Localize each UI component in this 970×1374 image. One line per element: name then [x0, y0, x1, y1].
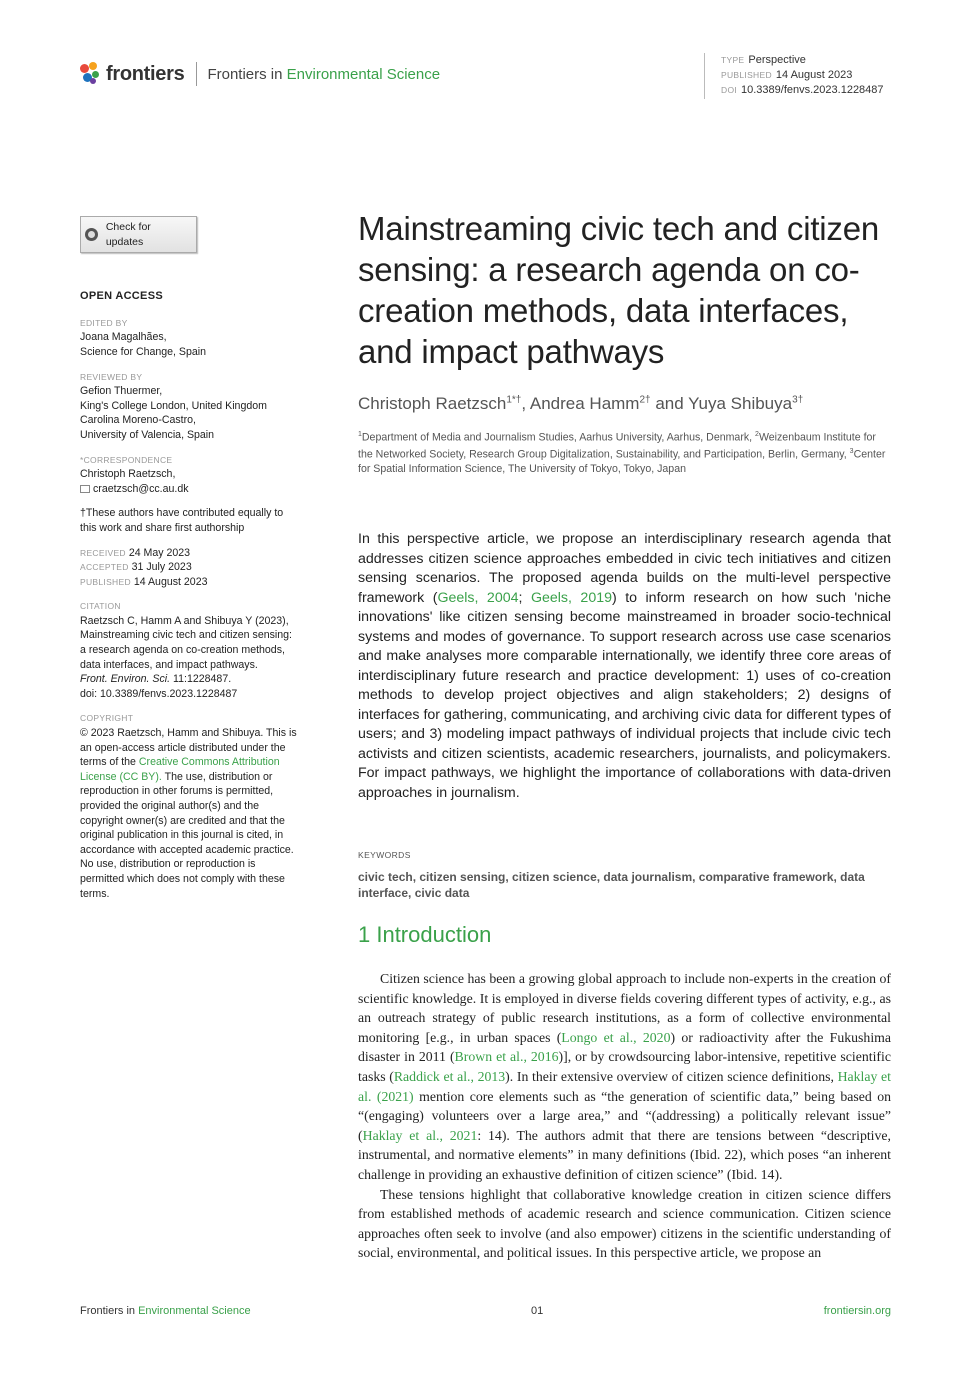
author-name: Christoph Raetzsch: [358, 394, 507, 413]
article-type: Perspective: [748, 54, 806, 66]
footer-journal: Frontiers in Environmental Science: [80, 1305, 251, 1317]
author-name: Yuya Shibuya: [688, 394, 793, 413]
body-text: [358, 969, 891, 1263]
section-heading: 1 Introduction: [358, 922, 492, 947]
published-date: 14 August 2023: [775, 69, 853, 81]
brand-name: frontiers: [106, 62, 185, 85]
correspondence: Christoph Raetzsch, craetzsch@cc.au.dk: [80, 468, 189, 495]
check-updates-button[interactable]: Check for updates: [80, 216, 197, 253]
keywords: civic tech, citizen sensing, citizen science, data journalism, comparative framework, data interface, civic data: [358, 870, 865, 900]
refresh-icon: [85, 228, 98, 241]
page-number: 01: [531, 1305, 544, 1317]
ref-link[interactable]: Geels, 2004: [437, 589, 519, 606]
ref-link[interactable]: Geels, 2019: [530, 589, 612, 606]
ref-link[interactable]: Brown et al., 2016: [454, 1049, 559, 1065]
copyright: © 2023 Raetzsch, Hamm and Shibuya. This is an open-access article distributed under the terms of the Creative Commons Attribution License (CC BY). The use, distribution or reproduction in other forums is permitted, provided the original author(s) and the copyright owner(s) are credited and that the original publication in this journal is cited, in accordance with accepted academic practice. No use, distribution or reproduction is permitted which does not comply with these terms.: [80, 727, 297, 900]
correspondence-email[interactable]: craetzsch@cc.au.dk: [93, 482, 189, 495]
citation: Raetzsch C, Hamm A and Shibuya Y (2023), Mainstreaming civic tech and citizen sensing: a research agenda on co-creation methods, data interfaces, and impact pathways. Front. Environ. Sci. 11:1228487. doi: 10.3389/fenvs.2023.1228487: [80, 614, 292, 700]
article-meta: TYPE Perspective PUBLISHED 14 August 2023 DOI 10.3389/fenvs.2023.1228487: [704, 53, 884, 99]
logo-divider: [196, 62, 197, 86]
paragraph: These tensions highlight that collaborative knowledge creation in citizen science differs from established methods of academic research and science communication. Citizen science approaches often seek to involve (and also empower) citizens in the scientific understanding of social, environmental, and political issues. In this perspective article, we propose an: [358, 1186, 891, 1261]
paragraph: Citizen science has been a growing global approach to include non-experts in the creation of scientific knowledge. It is employed in diverse fields covering different types of activity, e.g., as an outreach strategy of public research institutions, as a form of collective environmental monitoring [e.g., in urban spaces (Longo et al., 2020) or radioactivity after the Fukushima disaster in 2011 (Brown et al., 2016)], or by crowdsourcing labor-intensive, repetitive scientific tasks (Raddick et al., 2013). In their extensive overview of citizen science definitions, Haklay et al. (2021) mention core elements such as “the generation of scientific data,” being based on “(engaging) volunteers over a large area,” and “(addressing) a politically relevant issue” (Haklay et al., 2021: 14). The authors admit that there are tensions between “descriptive, instrumental, and normative elements” in many definitions (Ibid. 22), which poses “an inherent challenge in providing an exhaustive definition of citizen science” (Ibid. 14).: [358, 971, 892, 1182]
footer-site-link[interactable]: frontiersin.org: [823, 1305, 891, 1317]
reviewers: Gefion Thuermer, King's College London, United Kingdom Carolina Moreno-Castro, University of Valencia, Spain: [80, 385, 267, 441]
frontiers-logo[interactable]: [80, 62, 440, 86]
ref-link[interactable]: Raddick et al., 2013: [393, 1068, 506, 1084]
frontiers-logo-icon: [80, 62, 102, 86]
abstract: In this perspective article, we propose an interdisciplinary research agenda that addresses citizen science approaches embedded in civic tech initiatives and citizen sensing scenarios. The proposed agenda builds on the multi-level perspective framework (Geels, 2004; Geels, 2019) to inform research on how such 'niche innovations' like citizen sensing become mainstreamed in broader socio-technical systems and modes of governance. To support research across use case scenarios and make analyses more comparable internationally, we identify three core areas of interdisciplinary future research and practice development: 1) uses of co-creation methods to develop project objectives and align stakeholders; 2) designs of interfaces for gathering, communicating, and archiving civic data for different types of users; and 3) modeling impact pathways of individual projects that include civic tech activists and citizen scientists, academic researchers, journalists, and policymakers. For impact pathways, we highlight the importance of collaborations with data-driven approaches in journalism.: [358, 531, 891, 801]
article-title: Mainstreaming civic tech and citizen sensing: a research agenda on co-creation methods, data interfaces, and impact pathways: [358, 210, 880, 370]
dates: RECEIVED 24 May 2023 ACCEPTED 31 July 2023 PUBLISHED 14 August 2023: [80, 546, 208, 588]
sidebar: Check for updates OPEN ACCESS EDITED BY Joana Magalhães, Science for Change, Spain REVIEWED BY Gefion Thuermer, King's College London, United Kingdom Carolina Moreno-Castro, University of Valencia, Spain *CORRESPONDENCE Christoph Raetzsch, craetzsch@cc.au.dk †These authors have contributed equally to this work and share first authorship RECEIVED 24 May 2023 ACCEPTED 31 July 2023 PUBLISHED 14 August 2023 CITATION Raetzsch C, Hamm A and Shibuya Y (2023), Mainstreaming civic tech and citizen sensing: a research agenda on co-creation methods, data interfaces, and impact pathways. Front. Environ. Sci. 11:1228487. doi: 10.3389/fenvs.2023.1228487 COPYRIGHT © 2023 Raetzsch, Hamm and Shibuya. This is an open-access article distributed under the terms of the Creative Commons Attribution License (CC BY). The use, distribution or reproduction in other forums is permitted, provided the original author(s) and the copyright owner(s) are credited and that the original publication in this journal is cited, in accordance with accepted academic practice. No use, distribution or reproduction is permitted which does not comply with these terms.: [80, 216, 300, 901]
editor: Joana Magalhães, Science for Change, Spain: [80, 331, 207, 358]
ref-link[interactable]: Longo et al., 2020: [561, 1029, 671, 1045]
affiliations: $^1$Department of Media and Journalism Studies, Aarhus University, Aarhus, Denmark, $^2$Weizenbaum Institute for the Networked Society, Research Group Digitalization, Sustainability, and Participation, Berlin, Germany, $^3$Center for Spatial Information Science, The University of Tokyo, Tokyo, Japan: [358, 431, 886, 476]
ref-link[interactable]: Haklay et al. (2021): [358, 1068, 892, 1104]
keywords-label: KEYWORDS: [358, 850, 411, 860]
email-icon: [80, 485, 90, 493]
equal-contribution-note: †These authors have contributed equally to this work and share first authorship: [80, 507, 284, 534]
journal-name: Frontiers in Environmental Science: [207, 65, 441, 83]
doi[interactable]: 10.3389/fenvs.2023.1228487: [741, 84, 884, 96]
cc-by-link[interactable]: Creative Commons Attribution License (CC BY).: [80, 756, 280, 783]
author-name: Andrea Hamm: [529, 394, 640, 413]
ref-link[interactable]: Haklay et al., 2021: [362, 1127, 478, 1143]
authors: Christoph Raetzsch$^{1*\dagger}$, Andrea Hamm$^{2\dagger}$ and Yuya Shibuya$^{3\dagger}$: [358, 394, 804, 413]
page-footer: [80, 1305, 891, 1317]
open-access-label: OPEN ACCESS: [80, 290, 163, 303]
